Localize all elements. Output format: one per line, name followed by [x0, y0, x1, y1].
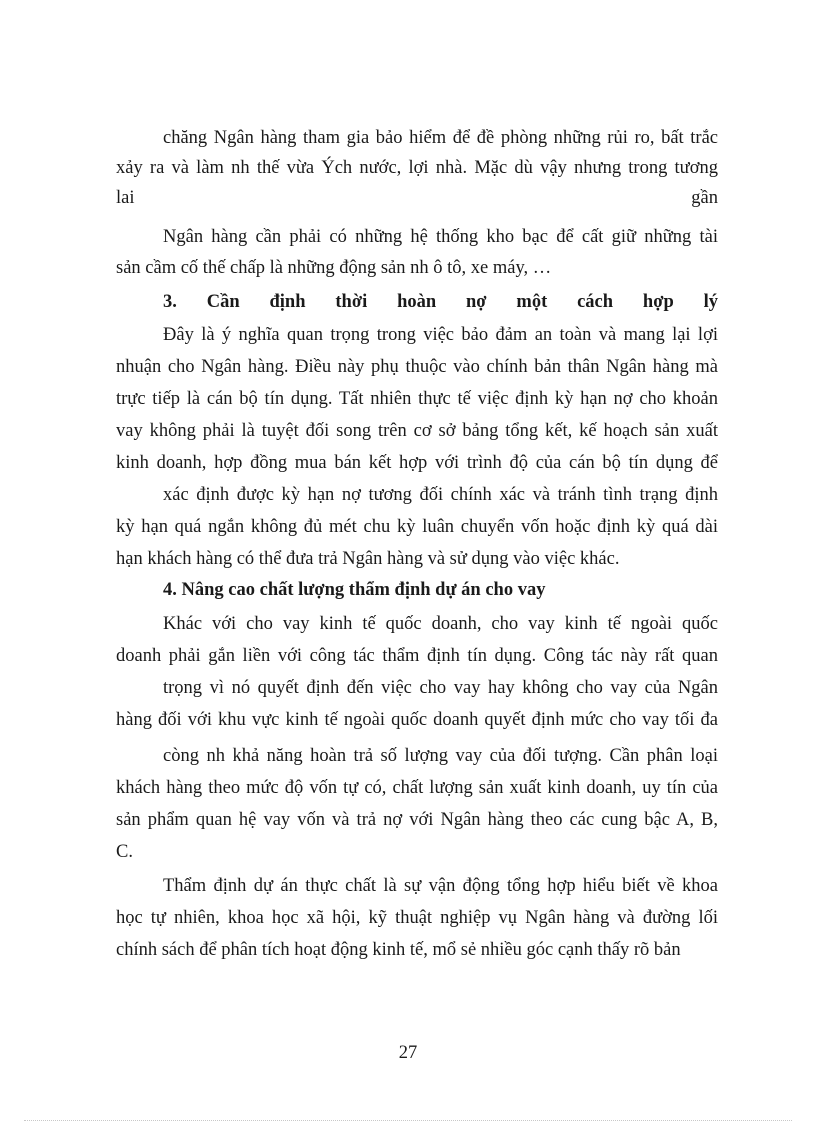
text-line: hạn khách hàng có thể đưa trả Ngân hàng và sử dụng vào việc khác.	[116, 549, 620, 569]
text-line: sản phẩm quan hệ vay vốn và trả nợ với Ngân hàng theo các cung bậc A, B,	[116, 810, 718, 830]
text-line: trọng vì nó quyết định đến việc cho vay hay không cho vay của Ngân	[163, 678, 718, 698]
text-line: trực tiếp là cán bộ tín dụng. Tất nhiên thực tế việc định kỳ hạn nợ cho khoản	[116, 389, 718, 409]
text-line: chính sách để phân tích hoạt động kinh tế, mổ sẻ nhiều góc cạnh thấy rõ bản	[116, 940, 681, 960]
text-line: C.	[116, 842, 133, 862]
text-line: chăng Ngân hàng tham gia bảo hiểm để đề phòng những rủi ro, bất trắc	[163, 128, 718, 148]
page-number: 27	[398, 1043, 418, 1063]
text-line: kỳ hạn quá ngắn không đủ mét chu kỳ luân chuyển vốn hoặc định kỳ quá dài	[116, 517, 718, 537]
section-heading: 3. Cần định thời hoàn nợ một cách hợp lý	[163, 292, 718, 312]
text-right: gần	[691, 188, 718, 208]
text-line: Thẩm định dự án thực chất là sự vận động tổng hợp hiểu biết về khoa	[163, 876, 718, 896]
text-line: sản cầm cố thế chấp là những động sản nh ô tô, xe máy, …	[116, 258, 552, 278]
text-line: Ngân hàng cần phải có những hệ thống kho bạc để cất giữ những tài	[163, 227, 718, 247]
text-line: xác định được kỳ hạn nợ tương đối chính xác và tránh tình trạng định	[163, 485, 718, 505]
text-line: hàng đối với khu vực kinh tế ngoài quốc doanh quyết định mức cho vay tối đa	[116, 710, 718, 730]
text-line: Đây là ý nghĩa quan trọng trong việc bảo đảm an toàn và mang lại lợi	[163, 325, 718, 345]
text-line: Khác với cho vay kinh tế quốc doanh, cho vay kinh tế ngoài quốc	[163, 614, 718, 634]
text-line: vay không phải là tuyệt đối song trên cơ sở bảng tổng kết, kế hoạch sản xuất	[116, 421, 718, 441]
text-line: xảy ra và làm nh thế vừa Ých nước, lợi nhà. Mặc dù vậy nhưng trong tương	[116, 158, 718, 178]
text-line: doanh phải gắn liền với công tác thẩm định tín dụng. Công tác này rất quan	[116, 646, 718, 666]
text-line: học tự nhiên, khoa học xã hội, kỹ thuật nghiệp vụ Ngân hàng và đường lối	[116, 908, 718, 928]
page-bottom-divider	[24, 1120, 792, 1121]
section-heading: 4. Nâng cao chất lượng thẩm định dự án cho vay	[163, 580, 546, 600]
text-line-split	[116, 186, 718, 210]
text-line: nhuận cho Ngân hàng. Điều này phụ thuộc vào chính bản thân Ngân hàng mà	[116, 357, 718, 377]
text-left: lai	[116, 188, 135, 208]
text-line: khách hàng theo mức độ vốn tự có, chất lượng sản xuất kinh doanh, uy tín của	[116, 778, 718, 798]
text-line: còng nh khả năng hoàn trả số lượng vay của đối tượng. Cần phân loại	[163, 746, 718, 766]
text-line: kinh doanh, hợp đồng mua bán kết hợp với trình độ của cán bộ tín dụng để	[116, 453, 718, 473]
